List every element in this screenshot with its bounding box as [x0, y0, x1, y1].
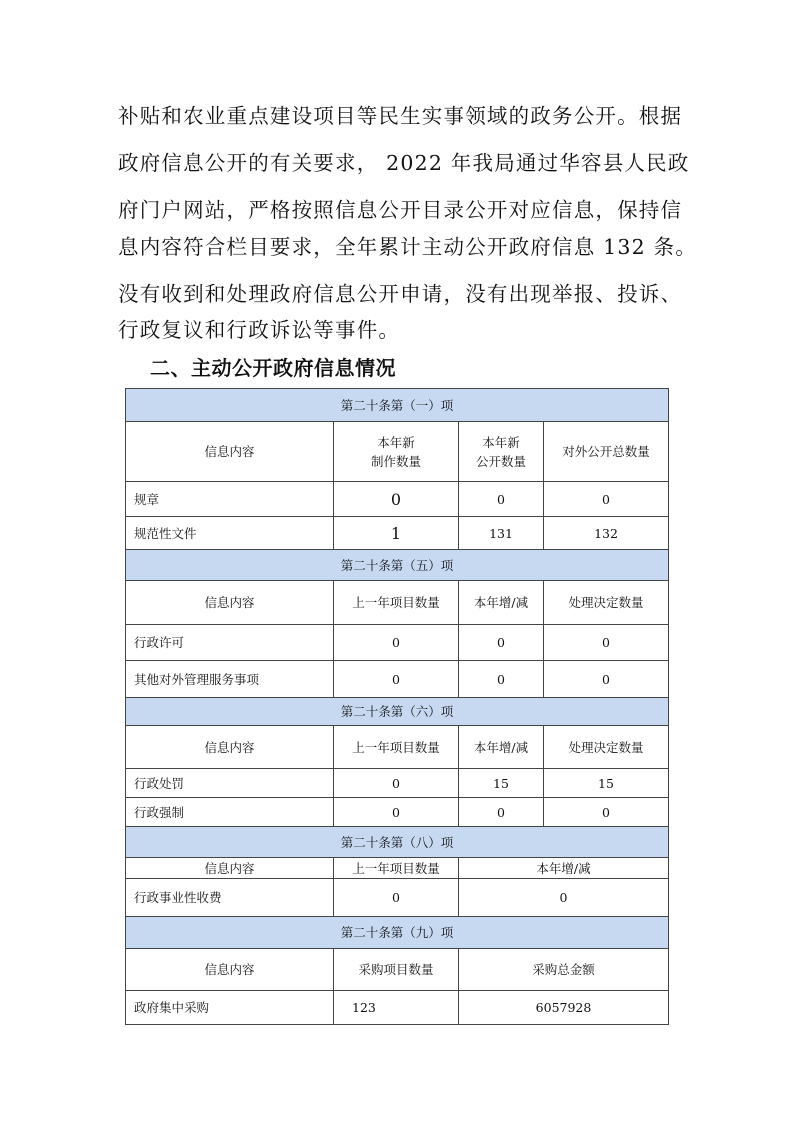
- cell-value: 6057928: [459, 991, 669, 1025]
- cell-value: 0: [459, 661, 544, 698]
- row-label: 规章: [126, 482, 334, 517]
- section-heading: 二、主动公开政府信息情况: [150, 356, 396, 380]
- table-row: [126, 879, 669, 917]
- section-header-row: [126, 917, 669, 949]
- cell-value: 0: [544, 798, 669, 827]
- column-header: [334, 422, 459, 482]
- cell-value: 0: [334, 661, 459, 698]
- paragraph-line: 息内容符合栏目要求，全年累计主动公开政府信息 132 条。: [118, 235, 697, 259]
- column-header-row: [126, 422, 669, 482]
- column-header-line: 制作数量: [370, 453, 421, 469]
- paragraph-line: 府门户网站，严格按照信息公开目录公开对应信息，保持信: [118, 198, 683, 222]
- cell-value: 0: [334, 482, 459, 517]
- cell-value: 1: [334, 517, 459, 550]
- column-header: 对外公开总数量: [544, 422, 669, 482]
- column-header-row: [126, 949, 669, 991]
- cell-value: 131: [459, 517, 544, 550]
- row-label: 其他对外管理服务事项: [126, 661, 334, 698]
- row-label: 行政许可: [126, 625, 334, 661]
- section-title: 第二十条第（五）项: [126, 550, 669, 581]
- cell-value: 0: [459, 482, 544, 517]
- column-header-line: 公开数量: [475, 453, 526, 469]
- column-header: 信息内容: [126, 581, 334, 625]
- row-label: 行政强制: [126, 798, 334, 827]
- column-header: 本年增/减: [459, 726, 544, 769]
- cell-value: 132: [544, 517, 669, 550]
- cell-value: 0: [459, 625, 544, 661]
- cell-value: 0: [334, 798, 459, 827]
- table-row: [126, 517, 669, 550]
- row-label: 政府集中采购: [126, 991, 334, 1025]
- column-header: 上一年项目数量: [334, 581, 459, 625]
- cell-value: 15: [544, 769, 669, 798]
- paragraph-line: 政府信息公开的有关要求， 2022 年我局通过华容县人民政: [118, 151, 690, 175]
- paragraph-line: 没有收到和处理政府信息公开申请，没有出现举报、投诉、: [118, 282, 683, 306]
- column-header-row: [126, 858, 669, 879]
- column-header-row: [126, 726, 669, 769]
- column-header: 本年增/减: [459, 581, 544, 625]
- section-title: 第二十条第（八）项: [126, 827, 669, 858]
- cell-value: 0: [459, 798, 544, 827]
- section-header-row: [126, 827, 669, 858]
- table-row: [126, 769, 669, 798]
- table-row: [126, 661, 669, 698]
- table-row: [126, 482, 669, 517]
- column-header-line: 本年新: [482, 434, 520, 450]
- cell-value: 0: [334, 625, 459, 661]
- section-header-row: [126, 389, 669, 422]
- column-header: 处理决定数量: [544, 726, 669, 769]
- column-header: 上一年项目数量: [334, 726, 459, 769]
- section-header-row: [126, 550, 669, 581]
- cell-value: 0: [544, 661, 669, 698]
- section-title: 第二十条第（九）项: [126, 917, 669, 949]
- section-title: 第二十条第（六）项: [126, 698, 669, 726]
- cell-value: 0: [334, 769, 459, 798]
- column-header-line: 本年新: [377, 434, 415, 450]
- table-row: [126, 991, 669, 1025]
- column-header: 信息内容: [126, 726, 334, 769]
- cell-value: 123: [334, 991, 459, 1025]
- disclosure-table: [125, 388, 669, 1025]
- table-row: [126, 798, 669, 827]
- column-header: 采购总金额: [459, 949, 669, 991]
- row-label: 行政事业性收费: [126, 879, 334, 917]
- row-label: 行政处罚: [126, 769, 334, 798]
- section-header-row: [126, 698, 669, 726]
- column-header: [459, 422, 544, 482]
- column-header: 本年增/减: [459, 858, 669, 879]
- row-label: 规范性文件: [126, 517, 334, 550]
- column-header: 信息内容: [126, 422, 334, 482]
- cell-value: 15: [459, 769, 544, 798]
- cell-value: 0: [459, 879, 669, 917]
- column-header: 采购项目数量: [334, 949, 459, 991]
- column-header: 上一年项目数量: [334, 858, 459, 879]
- cell-value: 0: [334, 879, 459, 917]
- table-row: [126, 625, 669, 661]
- paragraph-line: 行政复议和行政诉讼等事件。: [118, 318, 401, 342]
- column-header-row: [126, 581, 669, 625]
- cell-value: 0: [544, 625, 669, 661]
- column-header: 信息内容: [126, 949, 334, 991]
- column-header: 信息内容: [126, 858, 334, 879]
- cell-value: 0: [544, 482, 669, 517]
- column-header: 处理决定数量: [544, 581, 669, 625]
- paragraph-line: 补贴和农业重点建设项目等民生实事领域的政务公开。根据: [118, 104, 683, 128]
- section-title: 第二十条第（一）项: [126, 389, 669, 422]
